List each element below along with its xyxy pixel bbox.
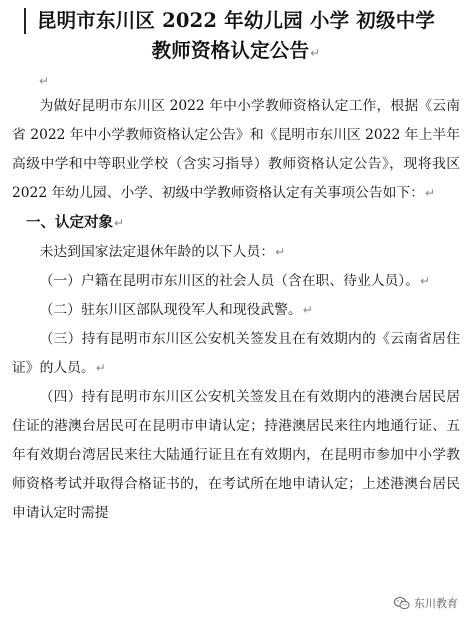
paragraph-mark-icon: ↵ bbox=[39, 74, 50, 88]
title-line-2 bbox=[12, 36, 460, 68]
text-cursor bbox=[24, 8, 26, 34]
source-watermark bbox=[394, 595, 458, 611]
paragraph-mark-icon: ↵ bbox=[114, 216, 125, 230]
section-lead-paragraph bbox=[12, 238, 460, 267]
list-item bbox=[12, 296, 460, 325]
paragraph-mark-icon: ↵ bbox=[310, 46, 321, 60]
list-item-text: （二）驻东川区部队现役军人和现役武警。 bbox=[39, 302, 302, 318]
list-item bbox=[12, 383, 460, 528]
paragraph-mark-icon: ↵ bbox=[420, 274, 431, 288]
list-item-text: （一）户籍在昆明市东川区的社会人员（含在职、待业人员）。 bbox=[39, 273, 420, 289]
paragraph-mark-icon: ↵ bbox=[275, 245, 286, 259]
list-item-text: （三）持有昆明市东川区公安机关签发且在有效期内的《云南省居住证》的人员。 bbox=[12, 331, 460, 376]
wechat-icon bbox=[394, 597, 410, 610]
intro-text: 为做好昆明市东川区 2022 年中小学教师资格认定工作，根据《云南省 2022 年中小学教师资格认定公告》和《昆明市东川区 2022 年上半年高级中学和中等职业学校（含实习指导）教师资格认定公告》，现将我区 2022 年幼儿园、小学、初级中学教师资格认定有关事项公告如下： bbox=[12, 98, 460, 201]
empty-paragraph bbox=[12, 68, 460, 92]
intro-paragraph bbox=[12, 92, 460, 208]
section-lead-text: 未达到国家法定退休年龄的以下人员： bbox=[39, 244, 275, 260]
section-heading bbox=[12, 208, 460, 238]
paragraph-mark-icon: ↵ bbox=[95, 361, 106, 375]
list-item bbox=[12, 325, 460, 383]
watermark-text: 东川教育 bbox=[414, 597, 458, 610]
title-line-1: 昆明市东川区 2022 年幼儿园 小学 初级中学 bbox=[36, 9, 436, 32]
document-title bbox=[12, 0, 460, 68]
paragraph-mark-icon: ↵ bbox=[425, 186, 436, 200]
list-item bbox=[12, 267, 460, 296]
paragraph-mark-icon: ↵ bbox=[302, 303, 313, 317]
section-heading-text: 一、认定对象 bbox=[26, 215, 113, 231]
title-line-2-text: 教师资格认定公告 bbox=[151, 39, 310, 62]
list-item-text: （四）持有昆明市东川区公安机关签发且在有效期内的港澳台居民居住证的港澳台居民可在昆明市申请认定；持港澳居民来往内地通行证、五年有效期台湾居民来往大陆通行证且在有效期内，在昆明市参加中小学教师资格考试并取得合格证书的，在考试所在地申请认定；上述港澳台居民申请认定时需提 bbox=[12, 389, 460, 521]
